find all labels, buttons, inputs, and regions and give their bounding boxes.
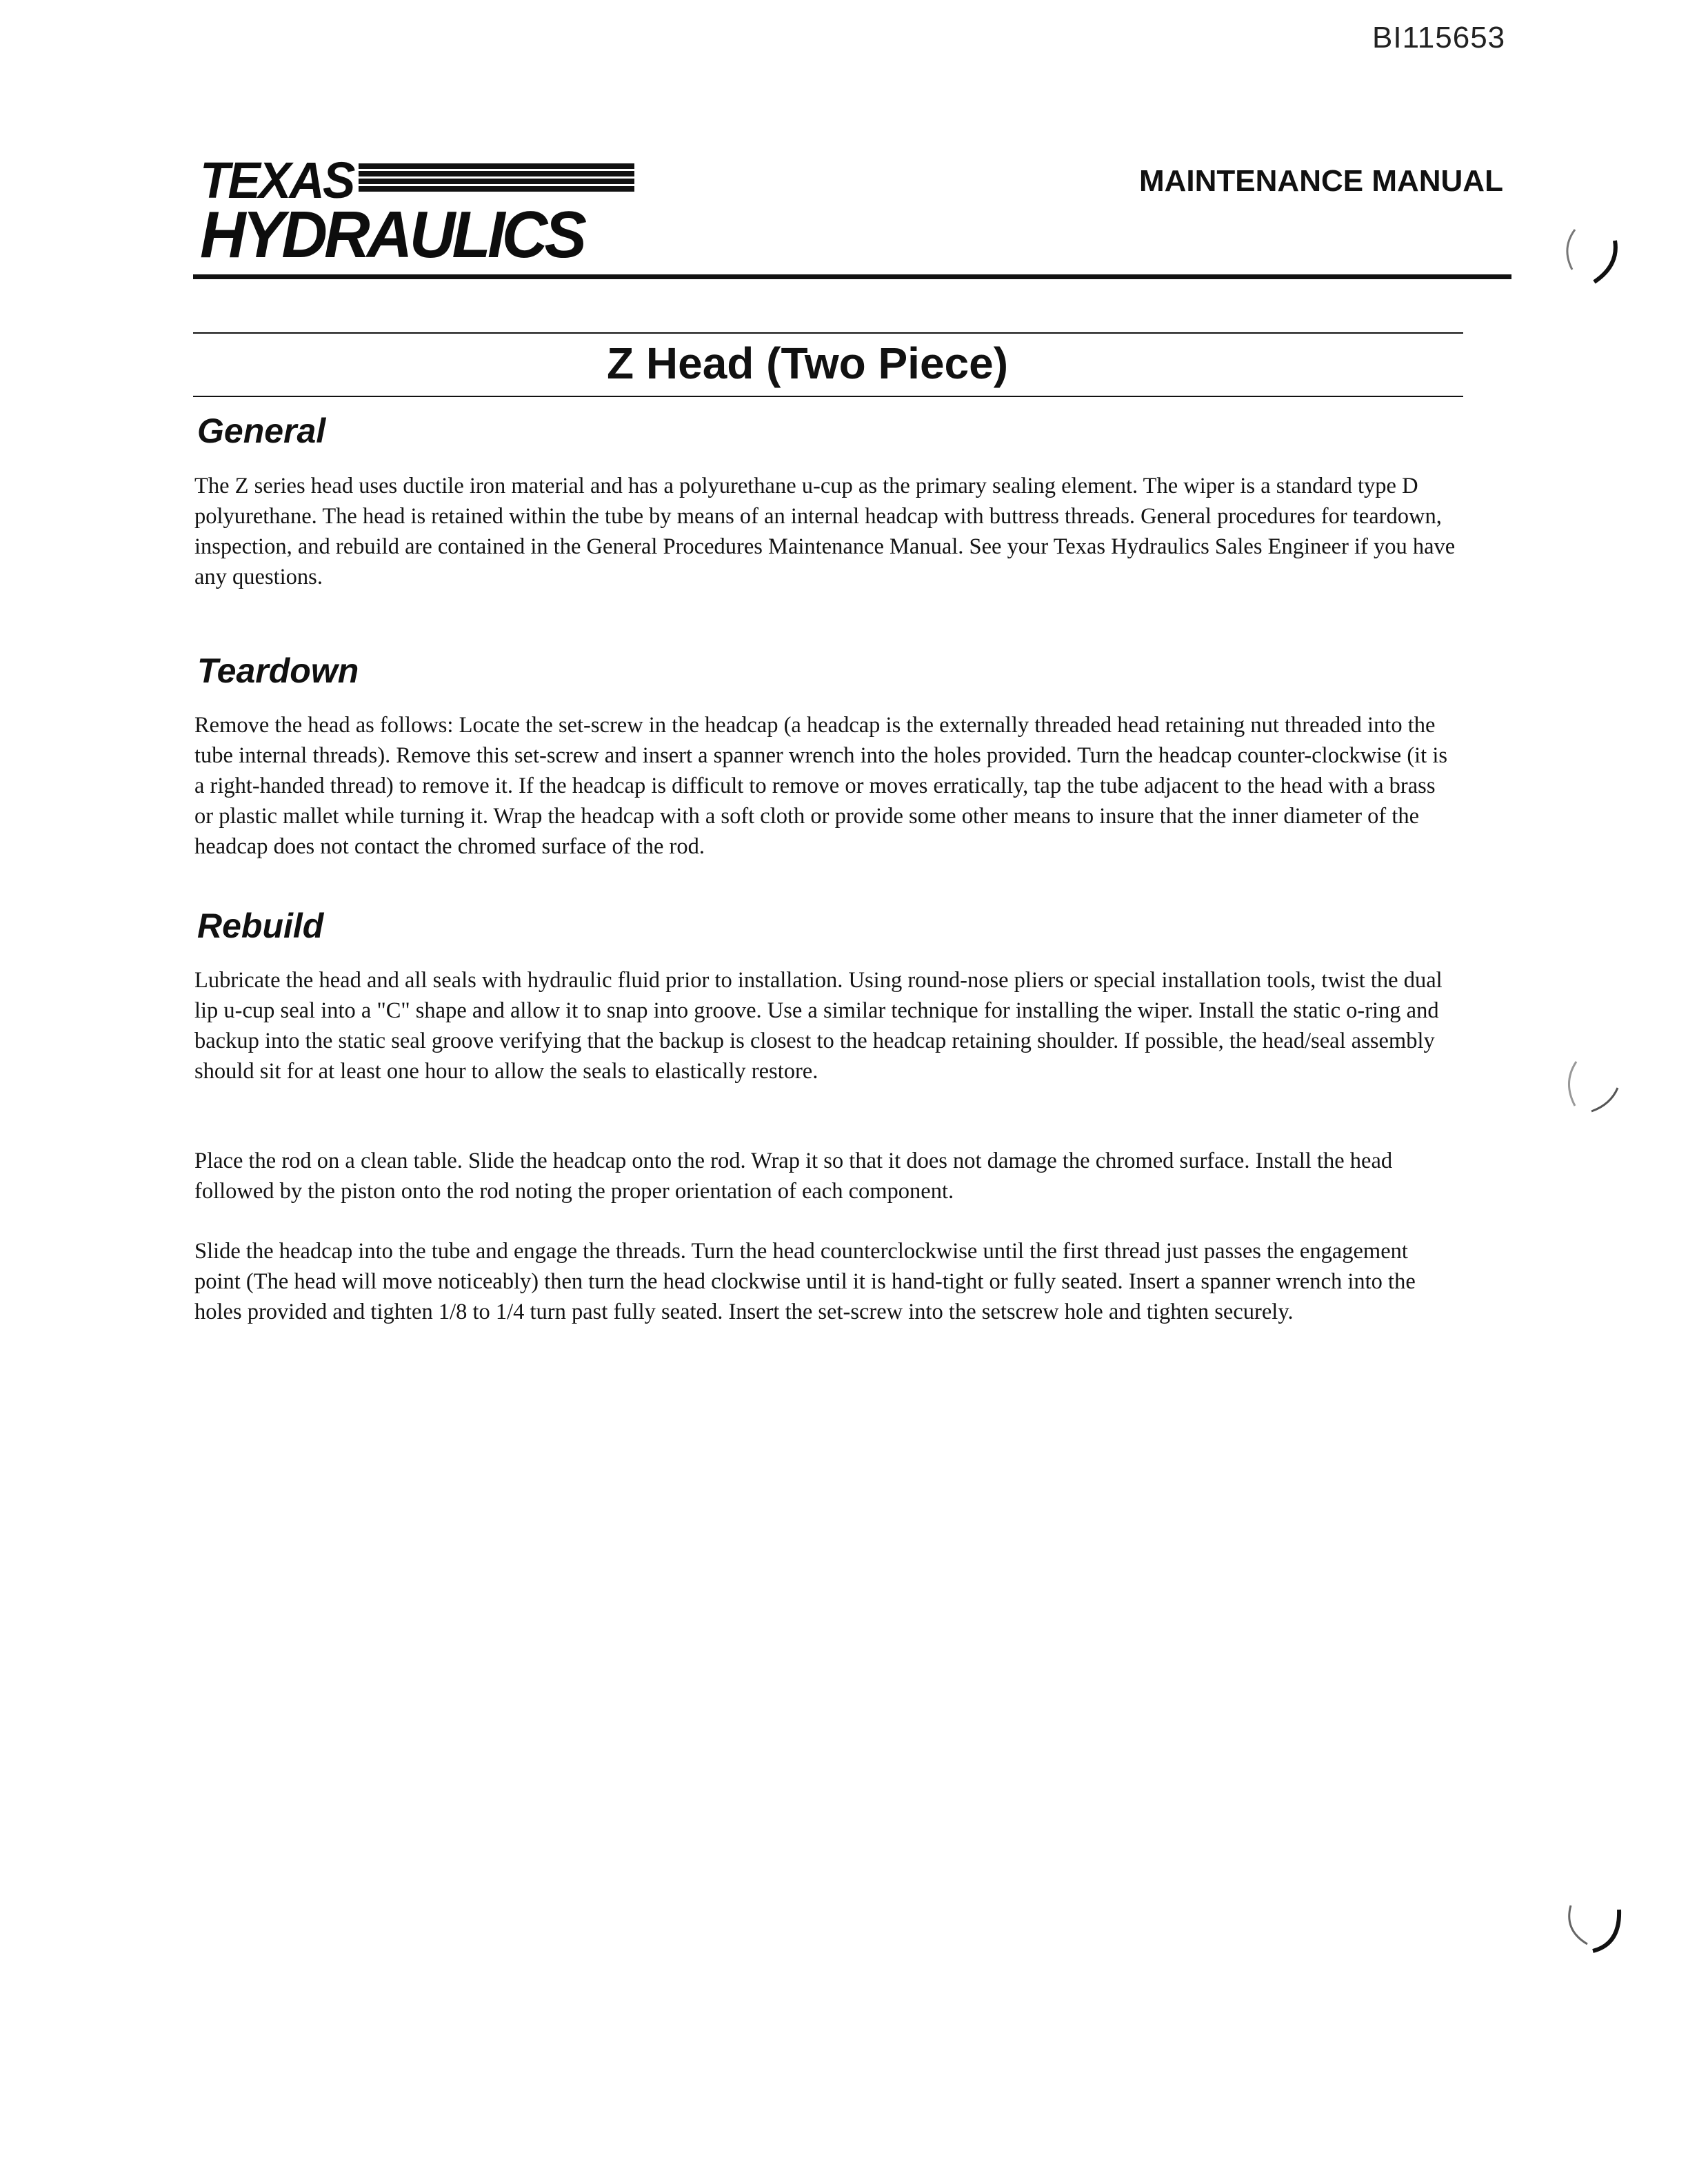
binder-hole-mark-top <box>1551 210 1627 293</box>
logo-stripes <box>359 163 634 199</box>
page-title: Z Head (Two Piece) <box>607 338 1009 388</box>
section-heading-teardown: Teardown <box>197 651 359 690</box>
title-rule-top <box>193 332 1463 334</box>
rebuild-paragraph-3: Slide the headcap into the tube and engage the threads. Turn the head counterclockwise until the first thread just passes the engagement point (The head will move noticeably) then turn the head clockwise until it is hand-tight or fully seated. Insert a spanner wrench into the holes provided and tighten 1/8 to 1/4 turn past fully seated. Insert the set-screw into the setscrew hole and tighten securely. <box>194 1239 1416 1324</box>
general-paragraph: The Z series head uses ductile iron material and has a polyurethane u-cup as the primary sealing element. The wiper is a standard type D polyurethane. The head is retained within the tube by means of an internal headcap with buttress threads. General procedures for teardown, inspection, and rebuild are contained in the General Procedures Maintenance Manual. See your Texas Hydraulics Sales Engineer if you have any questions. <box>194 474 1456 589</box>
logo-word-texas: TEXAS <box>200 152 354 209</box>
section-heading-rebuild: Rebuild <box>197 907 324 945</box>
binder-hole-mark-middle <box>1551 1048 1627 1131</box>
rebuild-paragraph-1: Lubricate the head and all seals with hydraulic fluid prior to installation. Using round-nose pliers or special installation tools, twist the dual lip u-cup seal into a "C" shape and allow it to snap into groove. Use a similar technique for installing the wiper. Install the static o-ring and backup into the static seal groove verifying that the backup is closest to the headcap retaining shoulder. If possible, the head/seal assembly should sit for at least one hour to allow the seals to elastically restore. <box>194 968 1443 1084</box>
manual-label: MAINTENANCE MANUAL <box>1139 164 1503 198</box>
teardown-paragraph: Remove the head as follows: Locate the set-screw in the headcap (a headcap is the externally threaded head retaining nut threaded into the tube internal threads). Remove this set-screw and insert a spanner wrench into the holes provided. Turn the headcap counter-clockwise (it is a right-handed thread) to remove it. If the headcap is difficult to remove or moves erratically, tap the tube adjacent to the head with a brass or plastic mallet while turning it. Wrap the headcap with a soft cloth or provide some other means to insure that the inner diameter of the headcap does not contact the chromed surface of the rod. <box>194 713 1448 859</box>
document-id: BI115653 <box>1372 21 1506 54</box>
logo-word-hydraulics: HYDRAULICS <box>200 198 584 272</box>
title-rule-bottom <box>193 396 1463 397</box>
binder-hole-mark-bottom <box>1551 1889 1627 1972</box>
texas-hydraulics-logo <box>200 152 648 272</box>
rebuild-paragraph-2: Place the rod on a clean table. Slide the headcap onto the rod. Wrap it so that it does not damage the chromed surface. Install the head followed by the piston onto the rod noting the proper orientation of each component. <box>194 1149 1393 1204</box>
header-rule <box>193 274 1511 279</box>
section-heading-general: General <box>197 412 326 450</box>
